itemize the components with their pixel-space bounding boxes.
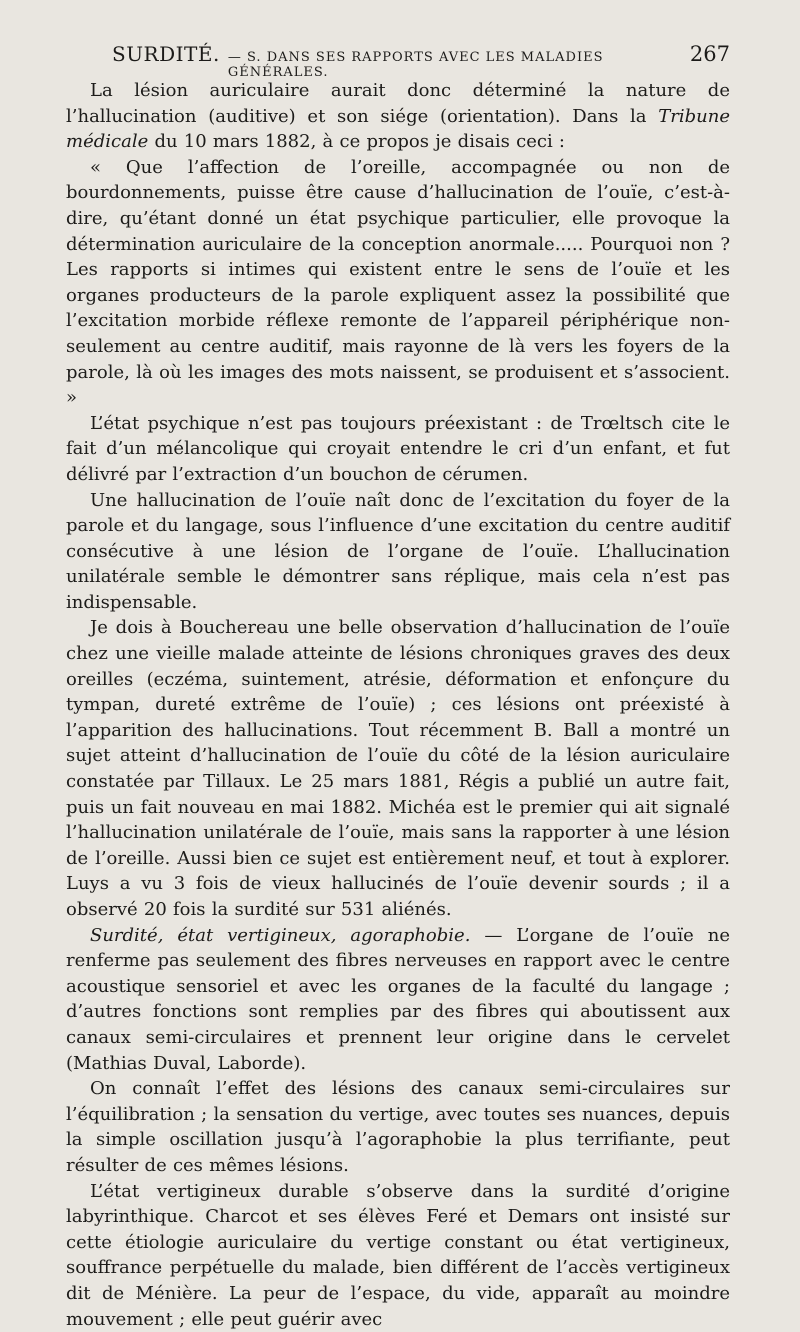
section-heading: Surdité, état vertigineux, agoraphobie. xyxy=(90,924,471,946)
paragraph-lesion-auriculaire xyxy=(66,78,730,155)
paragraph-quotation: « Que l’affection de l’oreille, accompagnée ou non de bourdonnements, puisse être cause d’hallucination de l’ouïe, c’est-à-dire, qu’étant donné un état psychique particulier, elle provoque la détermination auriculaire de la conception anormale..... Pourquoi non ? Les rapports si intimes qui existent entre le sens de l’ouïe et les organes producteurs de la parole expliquent assez la possibilité que l’excitation morbide réflexe remonte de l’appareil périphérique non-seulement au centre auditif, mais rayonne de là vers les foyers de la parole, là où les images des mots naissent, se produisent et s’associent. » xyxy=(66,156,730,409)
paragraph-etat-psychique: L’état psychique n’est pas toujours préexistant : de Trœltsch cite le fait d’un mélancolique qui croyait entendre le cri d’un enfant, et fut délivré par l’extraction d’un bouchon de cérumen. xyxy=(66,412,730,485)
paragraph-bouchereau-observation: Je dois à Bouchereau une belle observation d’hallucination de l’ouïe chez une vieille malade atteinte de lésions chroniques graves des deux oreilles (eczéma, suintement, atrésie, déformation et enfonçure du tympan, dureté extrême de l’ouïe) ; ces lésions ont préexisté à l’apparition des hallucinations. Tout récemment B. Ball a montré un sujet atteint d’hallucination de l’ouïe du côté de la lésion auriculaire constatée par Tillaux. Le 25 mars 1881, Régis a publié un autre fait, puis un fait nouveau en mai 1882. Michéa est le premier qui ait signalé l’hallucination unilatérale de l’ouïe, mais sans la rapporter à une lésion de l’oreille. Aussi bien ce sujet est entièrement neuf, et tout à explorer. Luys a vu 3 fois de vieux hallucinés de l’ouïe devenir sourds ; il a observé 20 fois la surdité sur 531 aliénés. xyxy=(66,617,730,920)
journal-title: Tribune médicale xyxy=(66,105,730,153)
paragraph-hallucination-ouie: Une hallucination de l’ouïe naît donc de l’excitation du foyer de la parole et du langage, sous l’influence d’une excitation du centre auditif consécutive à une lésion de l’organe de l’ouïe. L’hallucination unilatérale semble le démontrer sans réplique, mais cela n’est pas indispensable. xyxy=(66,489,730,613)
paragraph-text: La lésion auriculaire aurait donc déterminé la nature de l’hallucination (auditive) et son siége (orientation). Dans la xyxy=(66,80,730,127)
paragraph-text: du 10 mars 1882, à ce propos je disais ceci : xyxy=(148,131,566,153)
paragraph-surdite-etat-vertigineux xyxy=(66,923,730,1077)
body-text xyxy=(66,78,730,1332)
running-head-title: SURDITÉ. xyxy=(112,42,220,66)
running-head-subtitle: — S. DANS SES RAPPORTS AVEC LES MALADIES GÉNÉRALES. xyxy=(227,50,604,80)
page-number: 267 xyxy=(689,42,730,66)
paragraph-etat-vertigineux-durable: L’état vertigineux durable s’observe dans la surdité d’origine labyrinthique. Charcot et ses élèves Feré et Demars ont insisté sur cette étiologie auriculaire du vertige constant ou état vertigineux, souffrance perpétuelle du malade, bien différent de l’accès vertigineux dit de Ménière. La peur de l’espace, du vide, apparaît au moindre mouvement ; elle peut guérir avec xyxy=(66,1180,730,1330)
paragraph-canaux-semi-circulaires: On connaît l’effet des lésions des canaux semi-circulaires sur l’équilibration ; la sensation du vertige, avec toutes ses nuances, depuis la simple oscillation jusqu’à l’agoraphobie la plus terrifiante, peut résulter de ces mêmes lésions. xyxy=(66,1078,730,1176)
paragraph-text: — L’organe de l’ouïe ne renferme pas seulement des fibres nerveuses en rapport avec le centre acoustique sensoriel et avec les organes de la faculté du langage ; d’autres fonctions sont remplies par des fibres qui aboutissent aux canaux semi-circulaires et prennent leur origine dans le cervelet (Mathias Duval, Laborde). xyxy=(66,924,730,1074)
running-head xyxy=(66,42,730,78)
